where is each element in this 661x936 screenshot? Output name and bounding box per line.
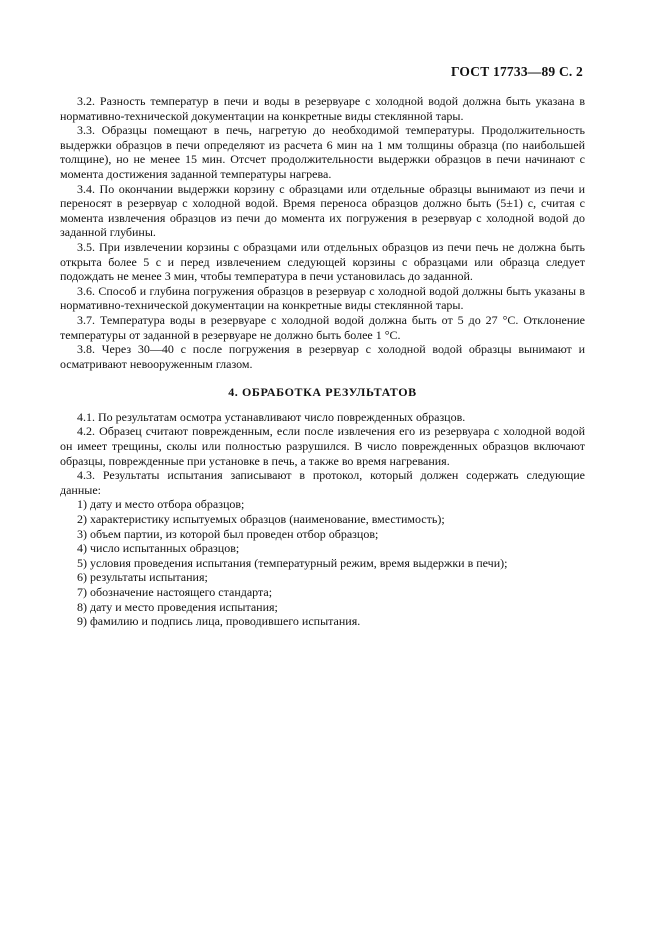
list-item: 1) дату и место отбора образцов; <box>77 497 245 512</box>
list-item: 8) дату и место проведения испытания; <box>77 599 278 614</box>
paragraph-4-3: 4.3. Результаты испытания записывают в протокол, который должен содержать следующие данные: <box>60 468 585 497</box>
document-body <box>60 94 585 629</box>
paragraph-3-7: 3.7. Температура воды в резервуаре с холодной водой должна быть от 5 до 27 °С. Отклонение температуры от заданной в резервуаре не должно быть более 1 °С. <box>60 312 585 342</box>
paragraph-3-4: 3.4. По окончании выдержки корзину с образцами или отдельные образцы вынимают из печи и переносят в резервуар с холодной водой. Время переноса образцов должно быть (5±1) с, считая с момента извлечения образцов из печи до момента их погружения в резервуар с холодной водой до заданной глубины. <box>60 181 585 240</box>
list-item: 3) объем партии, из которой был проведен отбор образцов; <box>77 526 379 541</box>
paragraph-3-2: 3.2. Разность температур в печи и воды в резервуаре с холодной водой должна быть указана в нормативно-технической документации на конкретные виды стеклянной тары. <box>60 94 585 123</box>
paragraph-4-1: 4.1. По результатам осмотра устанавливают число поврежденных образцов. <box>77 409 466 424</box>
paragraph-3-6: 3.6. Способ и глубина погружения образцов в резервуар с холодной водой должны быть указаны в нормативно-технической документации на конкретные виды стеклянной тары. <box>60 283 585 313</box>
paragraph-3-8: 3.8. Через 30—40 с после погружения в резервуар с холодной водой образцы вынимают и осматривают невооруженным глазом. <box>60 342 585 371</box>
paragraph-3-5: 3.5. При извлечении корзины с образцами или отдельных образцов из печи печь не должна быть открыта более 5 с и перед извлечением следующей корзины с образцами или образца следует подождать не менее 3 мин, чтобы температура в печи установилась до заданной. <box>60 239 585 284</box>
list-item: 2) характеристику испытуемых образцов (наименование, вместимость); <box>77 512 445 527</box>
paragraph-3-3: 3.3. Образцы помещают в печь, нагретую до необходимой температуры. Продолжительность выдержки образцов в печи определяют из расчета 6 мин на 1 мм толщины образца (по наибольшей толщине), но не менее 15 мин. Отсчет продолжительности выдержки образцов в печи начинают с момента достижения заданной температуры нагрева. <box>60 123 585 181</box>
list-item: 4) число испытанных образцов; <box>77 541 240 556</box>
list-item: 7) обозначение настоящего стандарта; <box>77 585 273 599</box>
paragraph-4-2: 4.2. Образец считают поврежденным, если после извлечения его из резервуара с холодной водой он имеет трещины, сколы или полностью разрушился. В число поврежденных образцов включают образцы, поврежденные при установке в печь, а также во время нагревания. <box>60 424 585 468</box>
section-4-title: 4. ОБРАБОТКА РЕЗУЛЬТАТОВ <box>228 385 417 400</box>
page-header: ГОСТ 17733—89 С. 2 <box>450 64 583 79</box>
list-item: 9) фамилию и подпись лица, проводившего испытания. <box>77 614 361 629</box>
list-item: 5) условия проведения испытания (температурный режим, время выдержки в печи); <box>77 555 508 570</box>
protocol-data-list <box>60 497 585 628</box>
list-item: 6) результаты испытания; <box>77 570 208 585</box>
